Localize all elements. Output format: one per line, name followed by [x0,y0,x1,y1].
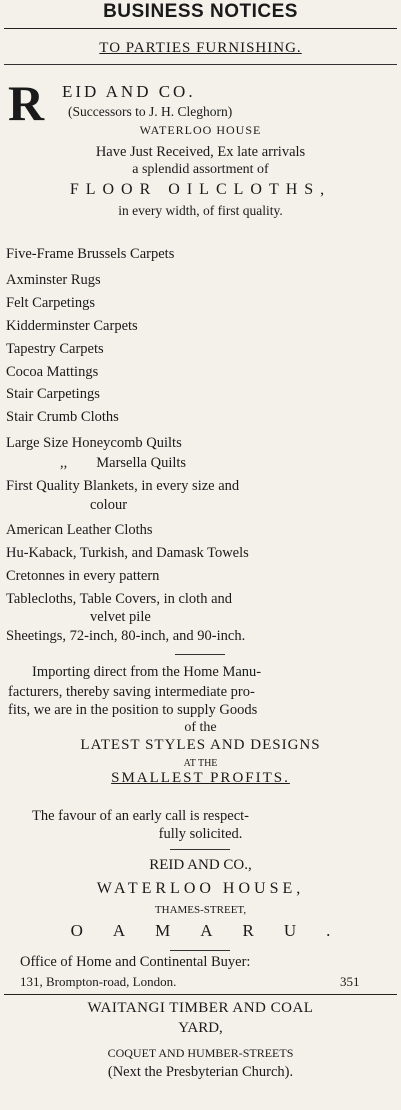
ad-number: 351 [340,974,360,989]
ad2-yard: YARD, [178,1020,223,1036]
advertiser-name: EID AND CO. [62,82,196,101]
floor-oilcloths: FLOOR OILCLOTHS, [69,181,332,198]
subheading-rule [4,64,397,65]
list-item: Axminster Rugs [6,272,101,288]
list-item: Cocoa Mattings [6,364,99,380]
ad-subheading: TO PARTIES FURNISHING. [99,40,302,56]
importing-line-1: Importing direct from the Home Manu- [32,664,262,680]
list-item: American Leather Cloths [6,522,153,538]
list-item-continued: colour [90,497,128,513]
favour-line-2: fully solicited. [158,826,243,842]
list-item: First Quality Blankets, in every size and [6,478,240,494]
list-item: Tapestry Carpets [6,341,104,357]
list-item: Felt Carpetings [6,295,96,311]
ad2-streets: COQUET AND HUMBER-STREETS [107,1046,294,1060]
smallest-profits: SMALLEST PROFITS. [111,770,290,786]
signature-house: WATERLOO HOUSE, [96,880,305,897]
importing-line-2: facturers, thereby saving intermediate pro- [8,684,255,700]
buyer-address: 131, Brompton-road, London. [20,974,177,989]
successors-line: (Successors to J. H. Cleghorn) [68,104,233,119]
latest-styles: LATEST STYLES AND DESIGNS [80,737,321,753]
ad-separator [4,994,397,995]
short-divider [170,849,230,850]
importing-line-4: of the [184,720,217,735]
ad2-church: (Next the Presbyterian Church). [107,1064,294,1080]
list-item: Large Size Honeycomb Quilts [6,435,182,451]
list-item: Tablecloths, Table Covers, in cloth and [6,591,233,607]
favour-line-1: The favour of an early call is respect- [32,808,249,824]
list-item-continued: velvet pile [90,609,151,625]
short-divider [170,950,230,951]
header-rule [4,28,397,29]
intro-line-1: Have Just Received, Ex late arrivals [95,144,306,160]
list-item: Stair Crumb Cloths [6,409,119,425]
importing-line-3: fits, we are in the position to supply Goods [8,702,258,718]
signature-street: THAMES-STREET, [154,904,247,916]
at-the: AT THE [183,758,218,769]
section-title: BUSINESS NOTICES [103,1,298,22]
list-item: ,, Marsella Quilts [60,455,187,471]
signature-town: OAMARU. [70,921,361,940]
floor-oilcloths-note: in every width, of first quality. [118,203,283,218]
list-item: Hu-Kaback, Turkish, and Damask Towels [6,545,249,561]
house-name: WATERLOO HOUSE [139,123,262,137]
ad2-title: WAITANGI TIMBER AND COAL [87,1000,314,1016]
buyer-office: Office of Home and Continental Buyer: [20,954,251,970]
list-item: Kidderminster Carpets [6,318,138,334]
intro-line-2: a splendid assortment of [132,162,269,177]
list-item: Sheetings, 72-inch, 80-inch, and 90-inch. [6,628,246,644]
drop-cap: R [8,75,45,131]
list-item: Cretonnes in every pattern [6,568,160,584]
list-item: Five-Frame Brussels Carpets [6,246,175,262]
short-divider [175,654,225,655]
list-item: Stair Carpetings [6,386,100,402]
signature-name: REID AND CO., [149,857,252,873]
